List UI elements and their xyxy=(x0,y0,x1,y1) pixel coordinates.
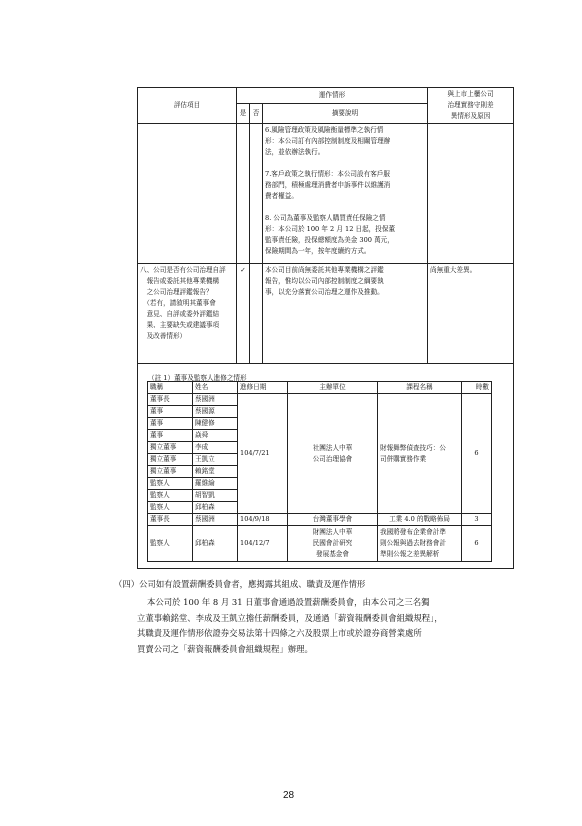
section-line-1: 本公司於 100 年 8 月 31 日董事會通過設置薪酬委員會，由本公司之三名獨 xyxy=(147,597,430,607)
hours-cell: 3 xyxy=(462,514,492,526)
section-line-3: 其職責及運作情形依證券交易法第十四條之六及股票上市或於證券商營業處所 xyxy=(137,628,422,638)
date-cell: 104/9/18 xyxy=(238,514,288,526)
hours-cell: 6 xyxy=(462,526,492,562)
course-cell: 工業 4.0 的戰略佈局 xyxy=(378,514,462,526)
role-cell: 監察人 xyxy=(148,478,193,490)
date-cell: 104/12/7 xyxy=(238,526,288,562)
col-date: 進修日期 xyxy=(238,382,288,394)
role-cell: 董事長 xyxy=(148,394,193,406)
role-cell: 監察人 xyxy=(148,490,193,502)
name-cell: 邱柏森 xyxy=(193,502,238,514)
col-course: 課程名稱 xyxy=(378,382,462,394)
header-yes: 是 xyxy=(237,103,250,123)
row2-summary: 本公司目前尚無委託其他專業機構之評鑑 報告，惟均以公司內部控制制度之綱要執 事，以充分落實公司治理之運作及推動。 xyxy=(263,264,428,364)
col-org: 主辦單位 xyxy=(288,382,378,394)
org-cell: 台灣董事學會 xyxy=(288,514,378,526)
training-table xyxy=(147,381,492,562)
group1-hours: 6 xyxy=(462,394,492,514)
course-cell: 我國將發布企業會計準 則公報與過去財務會計 準則公報之差異解析 xyxy=(378,526,462,562)
row1-summary: 6.風險管理政策及風險衡量標準之執行情 形：本公司訂有內部控制制度及相關管理辦 法，並依辦法執行。 7.客戶政策之執行情形：本公司設有客戶服 務部門，積極處理消費者申訴事件以維護消 費者權益。 8. 公司為董事及監察人購買責任保險之情 形：本公司於 100 年 2 月 12 日起，投保董 監事責任險，投保總額度為美金 300 萬元， 保險期間為一年，按年度續約方式。 xyxy=(263,124,428,264)
role-cell: 獨立董事 xyxy=(148,454,193,466)
row1-item xyxy=(138,124,237,264)
role-cell: 董事 xyxy=(148,430,193,442)
col-role: 職稱 xyxy=(148,382,193,394)
row2-yes-checkmark: ✓ xyxy=(237,264,250,364)
note-title: （註 1）董事及監察人進修之情形 xyxy=(148,374,247,382)
role-cell: 董事 xyxy=(148,418,193,430)
role-cell: 監察人 xyxy=(148,502,193,514)
header-no: 否 xyxy=(250,103,263,123)
row2-difference: 尚無重大差異。 xyxy=(428,264,514,364)
name-cell: 焱舜 xyxy=(193,430,238,442)
name-cell: 蔡國洲 xyxy=(193,394,238,406)
name-cell: 李成 xyxy=(193,442,238,454)
header-evaluation-item: 評估項目 xyxy=(138,88,237,124)
group1-date: 104/7/21 xyxy=(238,394,288,514)
name-cell: 賴銘堂 xyxy=(193,466,238,478)
name-cell: 胡智凱 xyxy=(193,490,238,502)
name-cell: 王凱立 xyxy=(193,454,238,466)
role-cell: 董事長 xyxy=(148,514,193,526)
row1-difference xyxy=(428,124,514,264)
group1-course: 財報舞弊偵查技巧：公 司併購實務作業 xyxy=(378,394,462,514)
row1-yes xyxy=(237,124,250,264)
section-heading: （四）公司如有設置薪酬委員會者，應揭露其組成、職責及運作情形 xyxy=(114,579,366,589)
name-cell: 蔡國源 xyxy=(193,406,238,418)
col-hours: 時數 xyxy=(462,382,492,394)
section-line-4: 買賣公司之「薪資報酬委員會組織規程」辦理。 xyxy=(137,644,313,654)
role-cell: 監察人 xyxy=(148,526,193,562)
header-operation: 運作情形 xyxy=(237,88,428,104)
section-line-2: 立董事賴銘堂、李成及王凱立擔任薪酬委員，及通過「薪資報酬委員會組織規程」， xyxy=(137,613,443,623)
role-cell: 獨立董事 xyxy=(148,442,193,454)
name-cell: 邱柏森 xyxy=(193,526,238,562)
name-cell: 蔡國洲 xyxy=(193,514,238,526)
col-name: 姓名 xyxy=(193,382,238,394)
group1-org: 社團法人中華 公司治理協會 xyxy=(288,394,378,514)
row1-no xyxy=(250,124,263,264)
header-summary: 摘要說明 xyxy=(263,103,428,123)
name-cell: 羅維綸 xyxy=(193,478,238,490)
row2-no xyxy=(250,264,263,364)
role-cell: 獨立董事 xyxy=(148,466,193,478)
org-cell: 財團法人中華 民國會計研究 發展基金會 xyxy=(288,526,378,562)
header-difference: 與上市上櫃公司 治理實務守則差 異情形及原因 xyxy=(428,88,514,124)
name-cell: 陳健修 xyxy=(193,418,238,430)
row2-item: 八、公司是否有公司治理自評 報告或委託其他專業機構 之公司治理評鑑報告？ （若有，請敘明其董事會 意見、自評或委外評鑑結 果、主要缺失或建議事項 及改善情形） xyxy=(138,264,237,364)
page-number: 28 xyxy=(283,790,295,801)
role-cell: 董事 xyxy=(148,406,193,418)
